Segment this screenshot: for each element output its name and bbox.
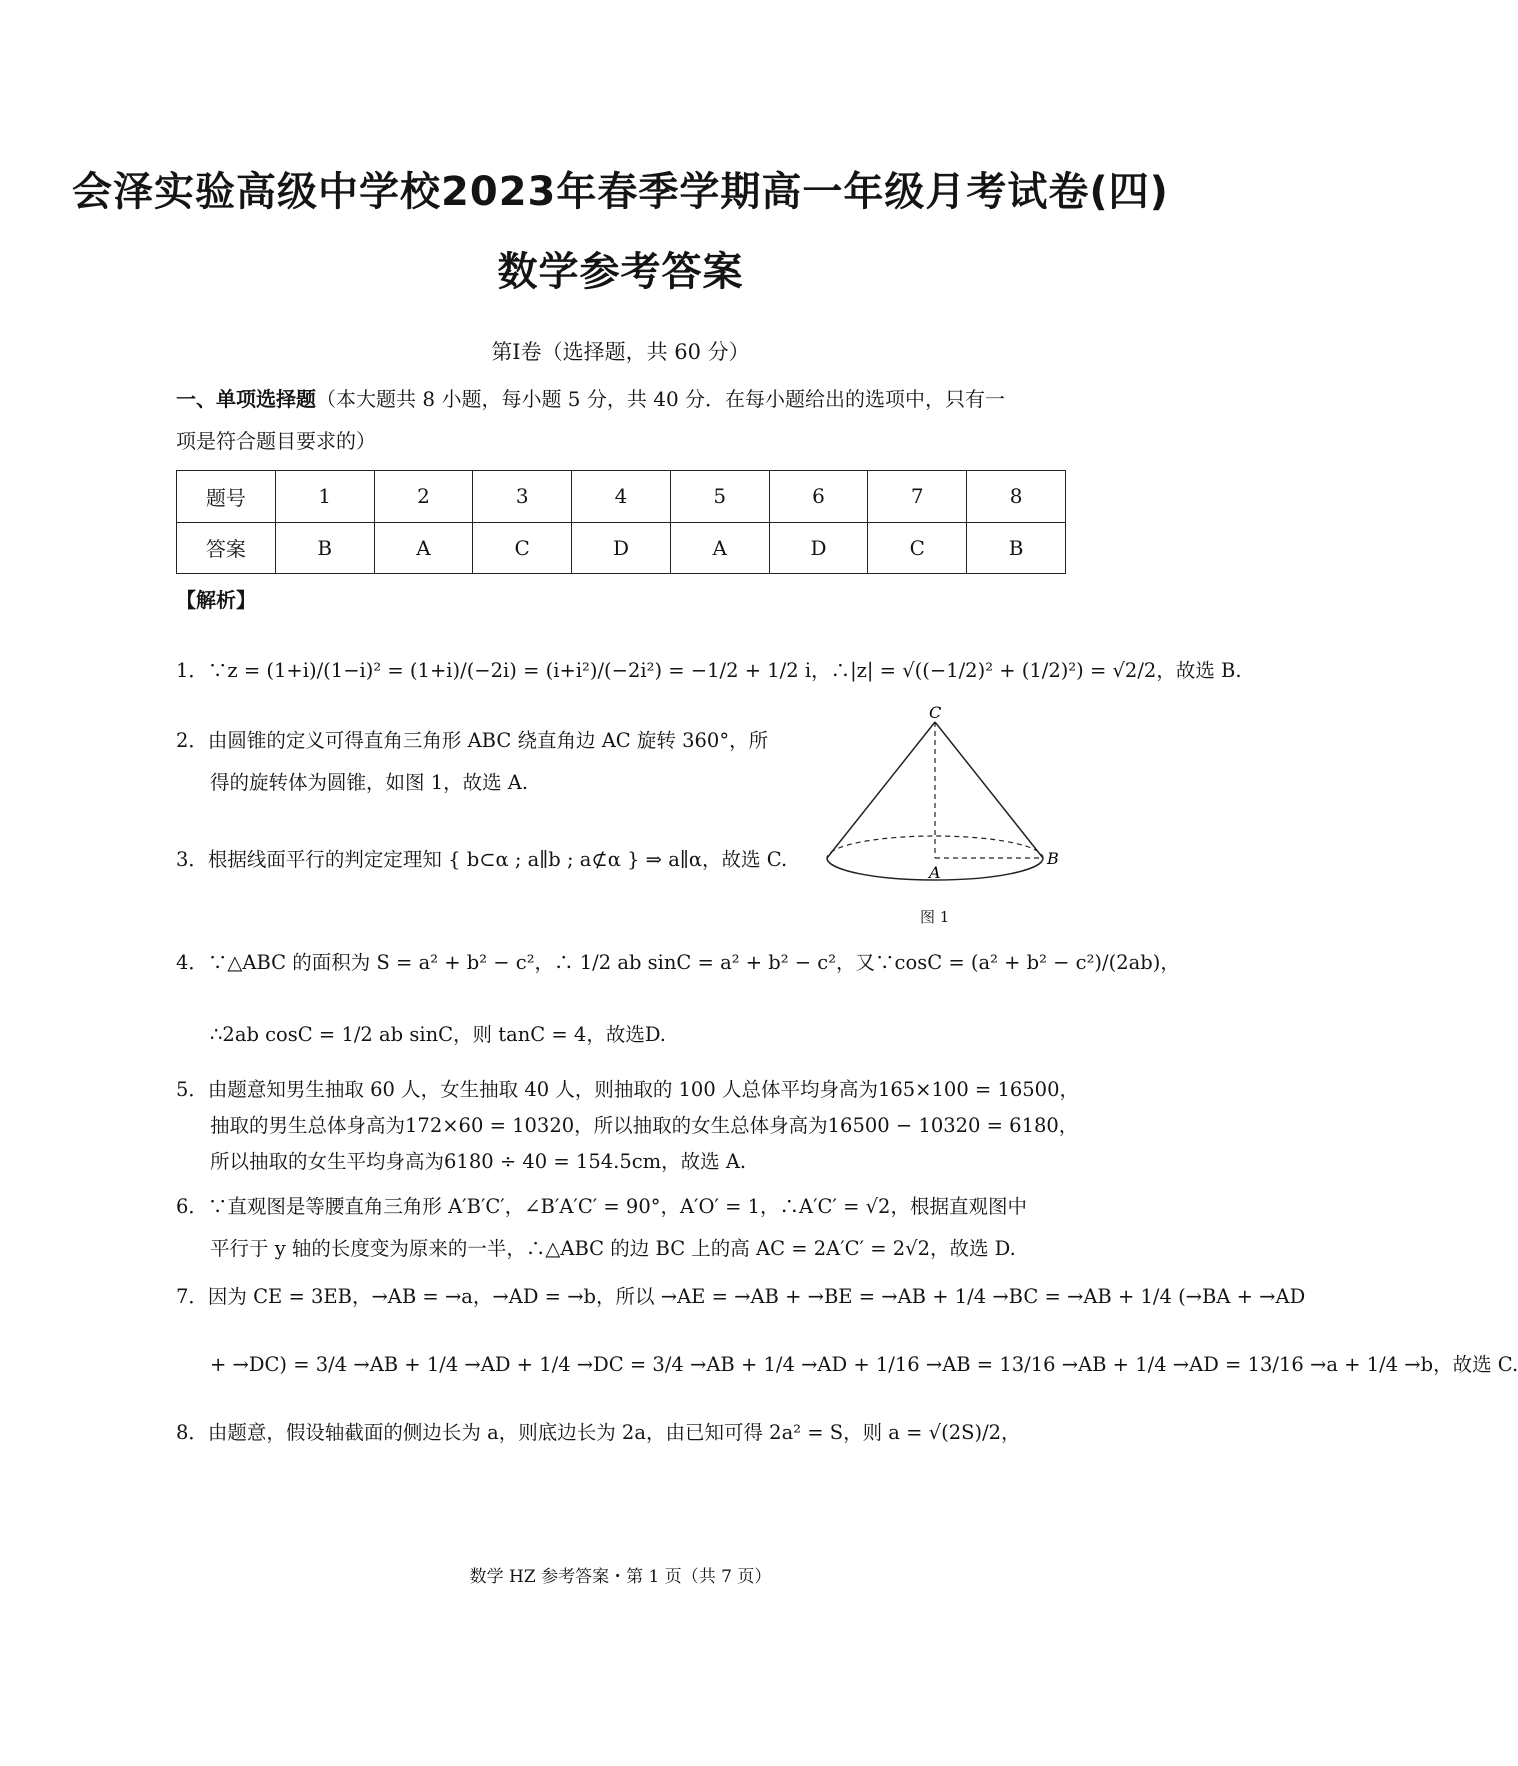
- table-cell: B: [967, 522, 1066, 574]
- table-cell: D: [572, 522, 671, 574]
- solution-7a: 7．因为 CE = 3EB，→AB = →a，→AD = →b，所以 →AE = →AB + →BE = →AB + 1/4 →BC = →AB + 1/4 (→BA + →AD: [176, 1285, 1306, 1308]
- table-cell: 1: [275, 471, 374, 523]
- solution-2a: 2．由圆锥的定义可得直角三角形 ABC 绕直角边 AC 旋转 360°，所: [176, 729, 769, 752]
- page-subtitle: 数学参考答案: [497, 249, 744, 295]
- question-intro: [176, 378, 1066, 462]
- table-row-numbers: [177, 471, 1066, 523]
- label-c: C: [929, 703, 942, 722]
- solution-1: 1．∵z = (1+i)/(1−i)² = (1+i)/(−2i) = (i+i²)/(−2i²) = −1/2 + 1/2 i，∴|z| = √((−1/2)² + (1/2)²) = √2/2，故选 B.: [176, 659, 1242, 682]
- cone-right-edge: [935, 722, 1043, 858]
- solution-6a: 6．∵直观图是等腰直角三角形 A′B′C′，∠B′A′C′ = 90°，A′O′ = 1，∴A′C′ = √2，根据直观图中: [176, 1195, 1027, 1218]
- table-cell: A: [670, 522, 769, 574]
- table-cell: 3: [473, 471, 572, 523]
- solution-5b: 抽取的男生总体身高为172×60 = 10320，所以抽取的女生总体身高为16500 − 10320 = 6180，: [210, 1114, 1079, 1137]
- answer-table: [176, 470, 1066, 574]
- solution-3: 3．根据线面平行的判定定理知 { b⊂α ; a∥b ; a⊄α } ⇒ a∥α，故选 C.: [176, 848, 788, 871]
- section-heading: 第Ⅰ卷（选择题，共 60 分）: [491, 340, 750, 364]
- solution-7b: + →DC) = 3/4 →AB + 1/4 →AD + 1/4 →DC = 3/4 →AB + 1/4 →AD + 1/16 →AB = 13/16 →AB + 1/4 →AD = 13/16 →a + 1/4 →b，故选 C.: [210, 1353, 1518, 1376]
- solution-5c: 所以抽取的女生平均身高为6180 ÷ 40 = 154.5cm，故选 A.: [210, 1150, 747, 1173]
- label-b: B: [1047, 849, 1059, 868]
- label-a: A: [929, 863, 941, 882]
- intro-text-2: 项是符合题目要求的）: [176, 429, 376, 453]
- table-cell: 6: [769, 471, 868, 523]
- table-cell: 5: [670, 471, 769, 523]
- table-cell: 7: [868, 471, 967, 523]
- solution-6b: 平行于 y 轴的长度变为原来的一半，∴△ABC 的边 BC 上的高 AC = 2A′C′ = 2√2，故选 D.: [210, 1237, 1016, 1260]
- solution-4b: ∴2ab cosC = 1/2 ab sinC，则 tanC = 4，故选D.: [210, 1023, 666, 1046]
- figure-caption: 图 1: [920, 908, 950, 926]
- table-header-label: 题号: [177, 471, 276, 523]
- table-cell: C: [473, 522, 572, 574]
- solution-4a: 4．∵△ABC 的面积为 S = a² + b² − c²，∴ 1/2 ab sinC = a² + b² − c²，又∵cosC = (a² + b² − c²)/(2ab)，: [176, 951, 1180, 974]
- page-title: 会泽实验高级中学校2023年春季学期高一年级月考试卷(四): [72, 169, 1169, 215]
- table-header-label: 答案: [177, 522, 276, 574]
- page-footer: 数学 HZ 参考答案・第 1 页（共 7 页）: [469, 1567, 772, 1587]
- solution-8: 8．由题意，假设轴截面的侧边长为 a，则底边长为 2a，由已知可得 2a² = S，则 a = √(2S)/2，: [176, 1421, 1021, 1444]
- table-cell: A: [374, 522, 473, 574]
- table-cell: B: [275, 522, 374, 574]
- solution-2b: 得的旋转体为圆锥，如图 1，故选 A.: [210, 771, 529, 794]
- table-cell: 2: [374, 471, 473, 523]
- table-cell: C: [868, 522, 967, 574]
- intro-bold: 一、单项选择题: [176, 387, 316, 411]
- analysis-label: 【解析】: [176, 588, 256, 612]
- solution-5a: 5．由题意知男生抽取 60 人，女生抽取 40 人，则抽取的 100 人总体平均身高为165×100 = 16500，: [176, 1078, 1079, 1101]
- cone-figure: [815, 703, 1075, 930]
- table-row-answers: [177, 522, 1066, 574]
- cone-left-edge: [827, 722, 935, 858]
- intro-text: （本大题共 8 小题，每小题 5 分，共 40 分．在每小题给出的选项中，只有一: [316, 387, 1006, 411]
- table-cell: 8: [967, 471, 1066, 523]
- table-cell: D: [769, 522, 868, 574]
- table-cell: 4: [572, 471, 671, 523]
